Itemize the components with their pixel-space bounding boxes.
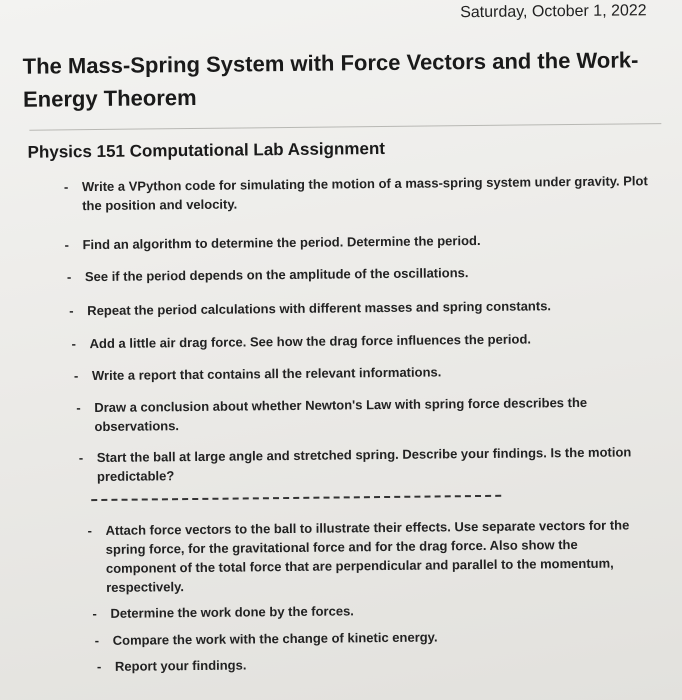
task-text: Add a little air drag force. See how the drag force influences the period. [89, 331, 532, 352]
task-item [92, 598, 630, 623]
dashed-separator [91, 495, 501, 501]
task-item [64, 171, 657, 215]
document-date: Saturday, October 1, 2022 [460, 2, 647, 22]
task-text: Draw a conclusion about whether Newton's Law with spring force describes the observations. [94, 394, 588, 435]
task-text: Determine the work done by the forces. [110, 603, 354, 621]
task-item [87, 515, 646, 597]
task-text: See if the period depends on the amplitude of the oscillations. [84, 265, 469, 285]
task-item [64, 229, 652, 254]
task-text: Write a report that contains all the relevant informations. [91, 364, 442, 384]
task-item [95, 625, 633, 650]
task-text: Start the ball at large angle and stretched spring. Describe your findings. Is the motion predictable? [96, 444, 632, 485]
bullet-dash: - [76, 400, 81, 416]
bullet-dash: - [66, 269, 72, 285]
task-text: Compare the work with the change of kinetic energy. [112, 629, 438, 648]
document-subtitle: Physics 151 Computational Lab Assignment [27, 138, 386, 162]
task-item [72, 328, 660, 353]
task-item [76, 392, 649, 436]
document-title: The Mass-Spring System with Force Vectors and the Work-Energy Theorem [22, 47, 639, 112]
bullet-dash: - [92, 606, 97, 622]
task-item [69, 295, 657, 320]
task-item [79, 442, 642, 486]
bullet-dash: - [96, 658, 102, 675]
task-item [74, 360, 652, 385]
bullet-dash: - [78, 450, 84, 466]
bullet-dash: - [64, 237, 69, 253]
task-item [67, 261, 655, 286]
title-divider [29, 123, 661, 131]
bullet-dash: - [69, 303, 74, 319]
bullet-dash: - [63, 179, 69, 195]
task-text: Write a VPython code for simulating the motion of a mass-spring system under gravity. Plot the position and velocity. [81, 173, 648, 214]
task-item [97, 651, 635, 676]
task-text: Find an algorithm to determine the period. Determine the period. [82, 232, 481, 253]
task-text: Report your findings. [114, 657, 247, 674]
task-text: Attach force vectors to the ball to illustrate their effects. Use separate vectors for the spring force, for the gravitational force and for the drag force. Also show the component of the total force that are perpendicular and parallel to the momentum, respectively. [105, 517, 630, 595]
bullet-dash: - [71, 336, 77, 352]
bullet-dash: - [94, 632, 100, 649]
task-text: Repeat the period calculations with different masses and spring constants. [87, 298, 552, 319]
bullet-dash: - [73, 368, 79, 384]
bullet-dash: - [87, 523, 92, 539]
